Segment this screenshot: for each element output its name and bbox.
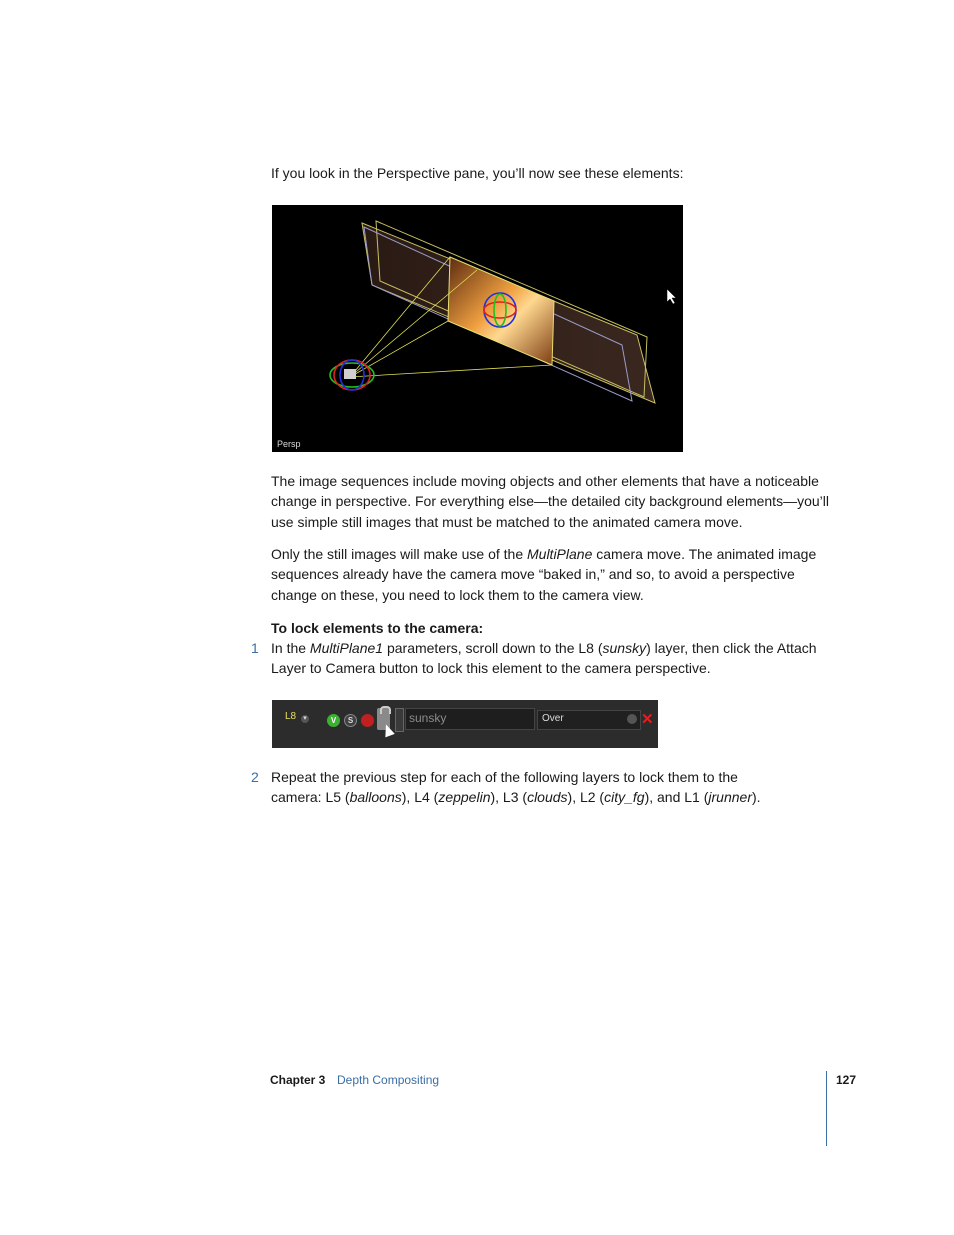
step2-balloons: balloons [349,789,402,806]
layer-label: L8 [285,711,297,722]
persp-label: Persp [277,439,301,449]
layer-name-field[interactable] [405,708,535,730]
step2-zeppelin: zeppelin [438,789,491,806]
footer-divider [826,1071,827,1146]
para2-text-c: camera move. The animated image sequences already have the camera move “baked in,” and so, to avoid a perspective change on these, you need to lock them to the camera view. [271,546,817,603]
blend-mode-value: Over [542,713,564,724]
step2-i: ), and L1 ( [644,789,709,806]
paragraph-still-images [271,544,831,605]
step1-sunsky: sunsky [602,640,647,656]
mouse-pointer-icon [381,723,395,738]
footer-chapter: Chapter 3 [270,1073,326,1087]
scroll-stepper[interactable] [395,708,404,732]
chevron-down-icon [627,714,637,724]
step2-c: ), L4 ( [401,789,439,806]
footer-chapter-title: Depth Compositing [337,1073,440,1087]
perspective-pane-screenshot [272,205,683,452]
page-number: 127 [836,1073,857,1087]
step1-multiplane1: MultiPlane1 [309,640,384,656]
step1-e: ) layer, then click the Attach Layer to Camera button to lock this element to the camera perspective. [271,640,817,677]
layer-parameter-bar [272,700,658,748]
para2-multiplane: MultiPlane [527,546,593,562]
step2-jrunner: jrunner [708,789,752,806]
step-1-text [271,638,831,679]
section-heading: To lock elements to the camera: [271,620,484,636]
perspective-scene [272,205,683,452]
sunsky-plane [448,257,554,365]
blend-mode-dropdown[interactable] [537,710,641,730]
mouse-cursor-icon [667,289,676,304]
step2-a: Repeat the previous step for each of the following layers to lock them to the camera: L5 ( [271,769,738,806]
info-icon[interactable] [361,714,374,727]
layer-name-value: sunsky [409,711,447,725]
step2-clouds: clouds [527,789,568,806]
para2-text-a: Only the still images will make use of the [271,546,527,562]
step2-city-fg: city_fg [604,789,645,806]
paragraph-image-sequences: The image sequences include moving objects and other elements that have a noticeable change in perspective. For everything else—the detailed city background elements—you’ll use simple still images that must be matched to the animated camera move. [271,473,829,530]
lock-icon [380,706,391,714]
delete-layer-icon[interactable]: ✕ [641,711,654,728]
visible-toggle-button[interactable]: V [327,714,340,727]
step-2-number: 2 [251,769,259,785]
step-2-text [271,767,771,808]
solo-toggle-button[interactable]: S [344,714,357,727]
intro-text: If you look in the Perspective pane, you’ll now see these elements: [271,165,684,181]
step2-e: ), L3 ( [490,789,528,806]
step-1-number: 1 [251,640,259,656]
step1-a: In the [271,640,310,656]
step2-k: ). [752,789,761,806]
camera-gizmo [330,360,374,390]
step2-g: ), L2 ( [567,789,605,806]
layer-dropdown-icon[interactable]: ▾ [301,715,309,723]
step1-c: parameters, scroll down to the L8 ( [383,640,603,656]
